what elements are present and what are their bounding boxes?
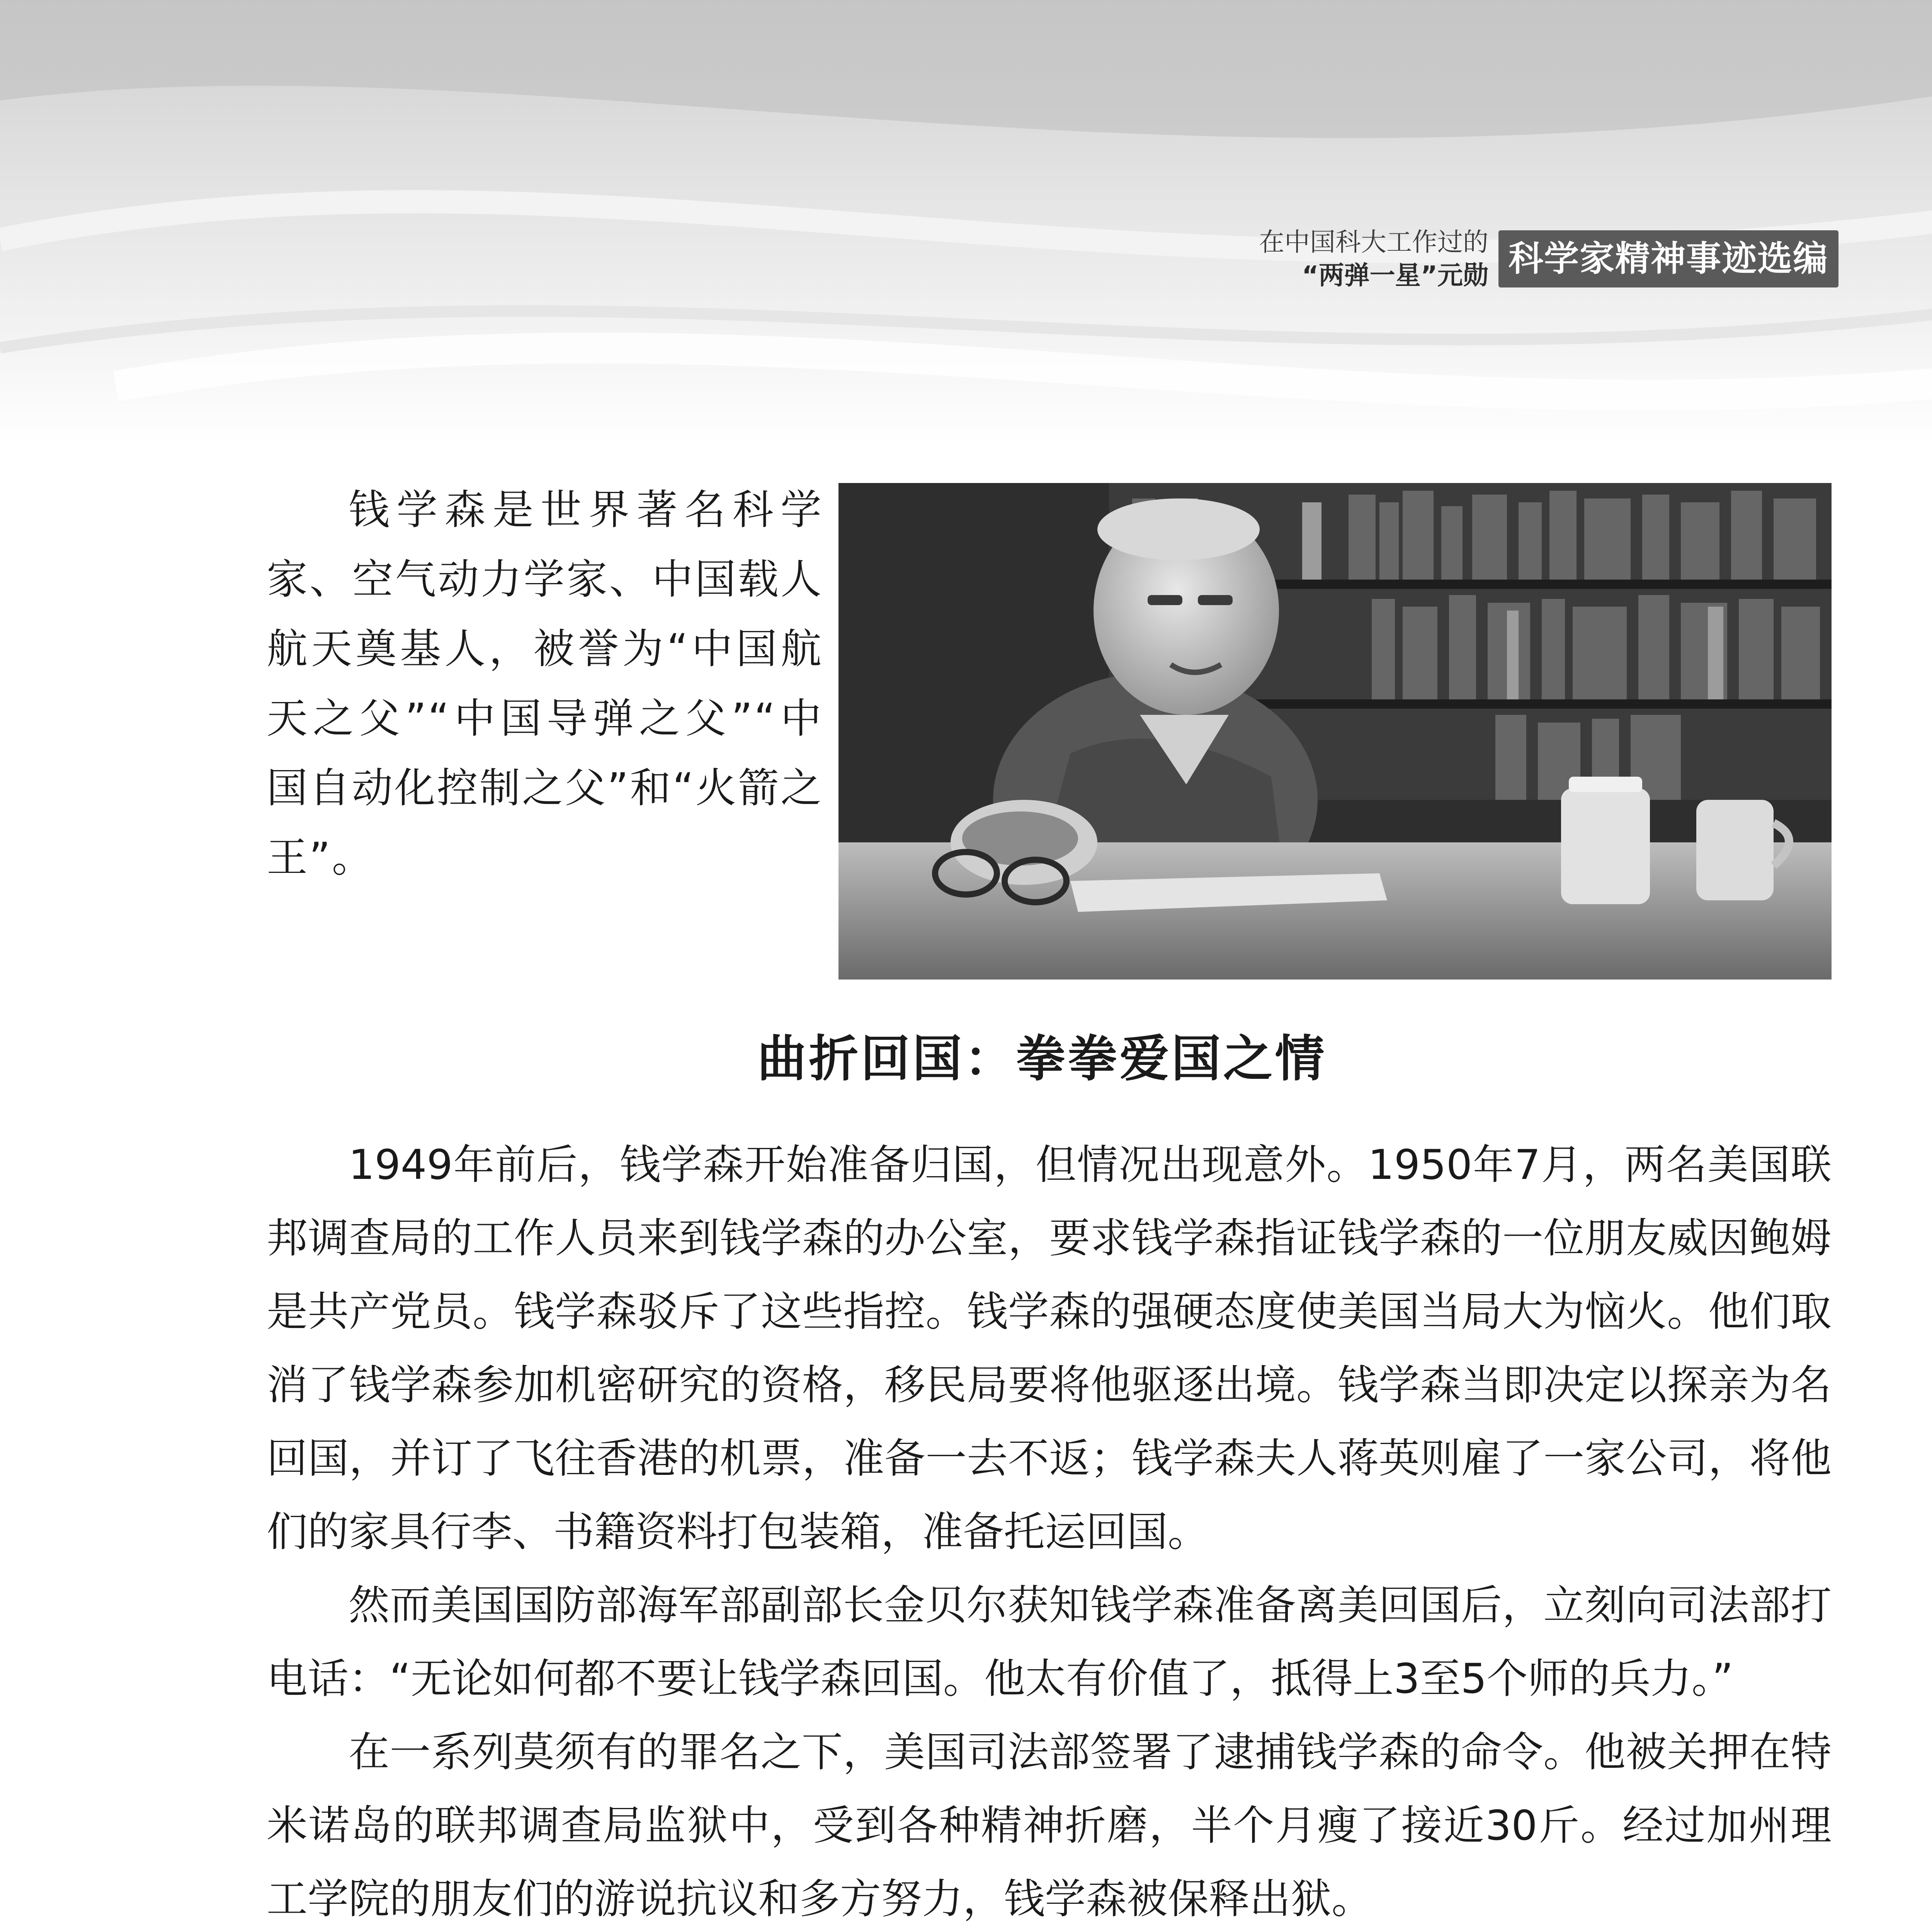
header-subtitle-line2: “两弹一星”元勋	[1302, 260, 1488, 290]
header-badge: 科学家精神事迹选编	[1498, 230, 1838, 287]
header-subtitle-line1: 在中国科大工作过的	[1259, 227, 1488, 257]
page-header	[1259, 220, 1838, 298]
section-title: 曲折回国：拳拳爱国之情	[757, 1030, 1327, 1088]
intro-paragraph: 钱学森是世界著名科学家、空气动力学家、中国载人航天奠基人，被誉为“中国航天之父”“中国导弹之父”“中国自动化控制之父”和“火箭之王”。	[267, 486, 823, 881]
paragraph: 在一系列莫须有的罪名之下，美国司法部签署了逮捕钱学森的命令。他被关押在特米诺岛的联邦调查局监狱中，受到各种精神折磨，半个月瘦了接近30斤。经过加州理工学院的朋友们的游说抗议和多方努力，钱学森被保释出狱。	[267, 1728, 1832, 1923]
paragraph: 然而美国国防部海军部副部长金贝尔获知钱学森准备离美回国后，立刻向司法部打电话：“无论如何都不要让钱学森回国。他太有价值了，抵得上3至5个师的兵力。”	[267, 1582, 1832, 1702]
paragraph: 1949年前后，钱学森开始准备归国，但情况出现意外。1950年7月，两名美国联邦调查局的工作人员来到钱学森的办公室，要求钱学森指证钱学森的一位朋友威因鲍姆是共产党员。钱学森驳斥了这些指控。钱学森的强硬态度使美国当局大为恼火。他们取消了钱学森参加机密研究的资格，移民局要将他驱逐出境。钱学森当即决定以探亲为名回国，并订了飞往香港的机票，准备一去不返；钱学森夫人蒋英则雇了一家公司，将他们的家具行李、书籍资料打包装箱，准备托运回国。	[267, 1141, 1832, 1556]
portrait-photo	[838, 483, 1832, 980]
body-text	[267, 1128, 1832, 1932]
header-subtitle	[1259, 226, 1488, 292]
